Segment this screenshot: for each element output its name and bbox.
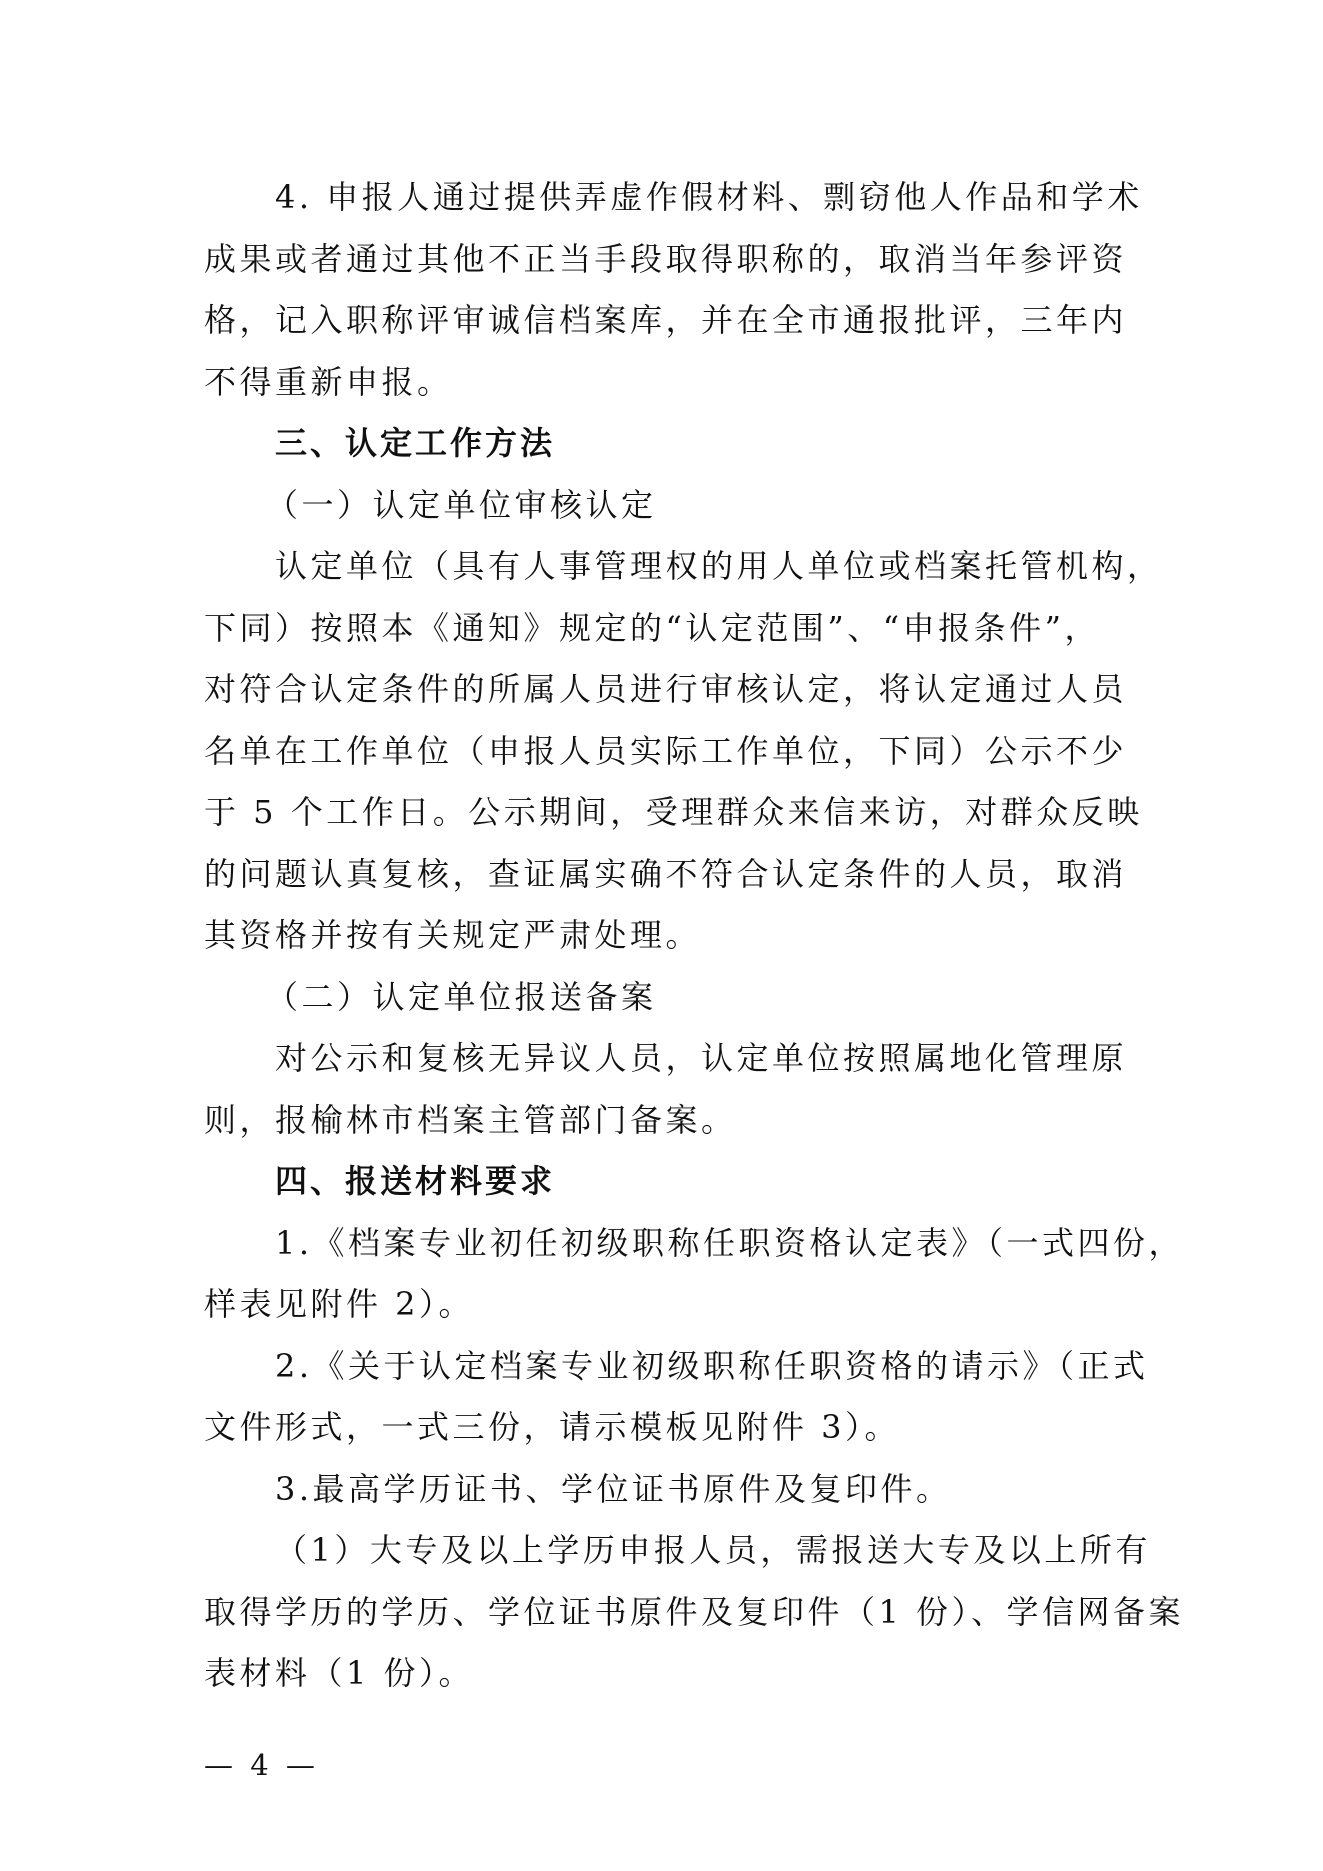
paragraph-filing [204, 1028, 1284, 1151]
paragraph-line: 下同）按照本《通知》规定的“认定范围”、“申报条件”， [204, 608, 1100, 647]
paragraph-line: （1）大专及以上学历申报人员，需报送大专及以上所有 [275, 1531, 1151, 1569]
paragraph-line: 则，报榆林市档案主管部门备案。 [204, 1100, 737, 1139]
paragraph-line: 于 5 个工作日。公示期间，受理群众来信来访，对群众反映 [204, 793, 1143, 831]
section-heading-3 [204, 413, 1284, 475]
paragraph-line: 取得学历的学历、学位证书原件及复印件（1 份）、学信网备案 [204, 1592, 1185, 1631]
paragraph-material-1 [204, 1213, 1284, 1336]
paragraph-material-2 [204, 1336, 1284, 1459]
subheading-1 [204, 475, 1284, 537]
paragraph-line: 其资格并按有关规定严肃处理。 [204, 916, 702, 954]
paragraph-material-3-1 [204, 1520, 1284, 1705]
paragraph-line: 的问题认真复核，查证属实确不符合认定条件的人员，取消 [204, 854, 1128, 893]
subheading-2 [204, 967, 1284, 1029]
subheading-text: （二）认定单位报送备案 [266, 977, 657, 1016]
paragraph-line: 2.《关于认定档案专业初级职称任职资格的请示》（正式 [275, 1346, 1149, 1385]
document-body [204, 167, 1284, 1705]
paragraph-line: 样表见附件 2）。 [204, 1285, 475, 1323]
page-number: — 4 — [204, 1748, 319, 1782]
paragraph-line: 成果或者通过其他不正当手段取得职称的，取消当年参评资 [204, 239, 1128, 278]
paragraph-line: 不得重新申报。 [204, 362, 453, 401]
paragraph-line: 对公示和复核无异议人员，认定单位按照属地化管理原 [275, 1039, 1128, 1077]
paragraph-line: 名单在工作单位（申报人员实际工作单位，下同）公示不少 [204, 731, 1128, 770]
paragraph-line: 格，记入职称评审诚信档案库，并在全市通报批评，三年内 [204, 301, 1128, 339]
paragraph-unit-review [204, 536, 1284, 967]
section-heading-4 [204, 1151, 1284, 1213]
paragraph-item-4 [204, 167, 1284, 413]
subheading-text: （一）认定单位审核认定 [266, 485, 657, 524]
paragraph-line: 表材料（1 份）。 [204, 1654, 475, 1692]
paragraph-line: 3.最高学历证书、学位证书原件及复印件。 [275, 1469, 952, 1508]
paragraph-line: 认定单位（具有人事管理权的用人单位或档案托管机构， [275, 547, 1163, 585]
paragraph-line: 对符合认定条件的所属人员进行审核认定，将认定通过人员 [204, 670, 1128, 708]
paragraph-material-3 [204, 1459, 1284, 1521]
paragraph-line: 4. 申报人通过提供弄虚作假材料、剽窃他人作品和学术 [275, 178, 1143, 216]
section-heading-text: 三、认定工作方法 [275, 424, 556, 462]
paragraph-line: 文件形式，一式三份，请示模板见附件 3）。 [204, 1408, 901, 1446]
paragraph-line: 1.《档案专业初任初级职称任职资格认定表》（一式四份， [275, 1223, 1185, 1262]
section-heading-text: 四、报送材料要求 [275, 1162, 556, 1200]
